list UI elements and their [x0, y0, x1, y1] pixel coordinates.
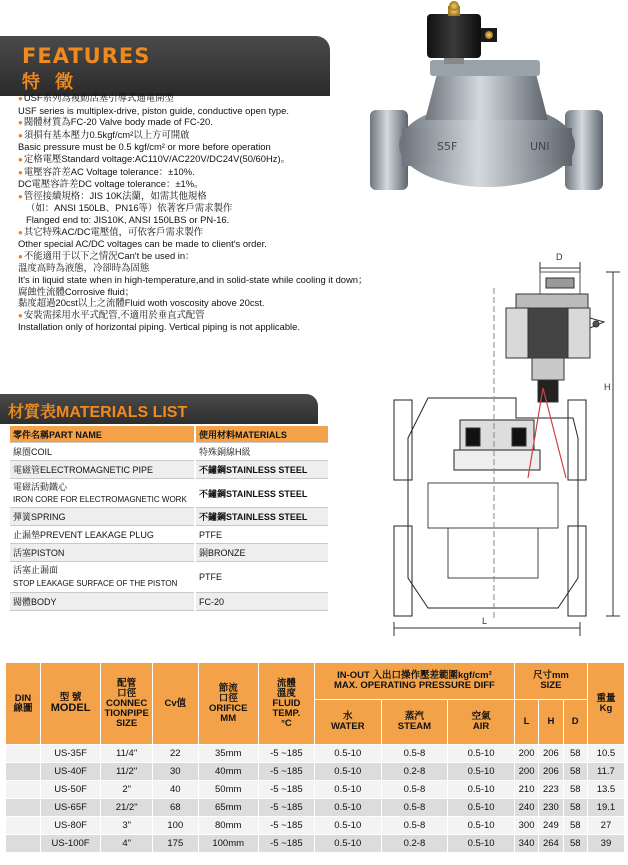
model-cell: US-80F: [40, 817, 100, 835]
model-cell: US-100F: [40, 835, 100, 853]
size-h-cell: 206: [539, 745, 563, 763]
connection-size-cell: 11/4": [101, 745, 153, 763]
model-cell: US-50F: [40, 781, 100, 799]
part-name-header: 零件名稱PART NAME: [10, 426, 195, 443]
steam-pressure-cell: 0.5-8: [381, 781, 448, 799]
cv-cell: 175: [153, 835, 198, 853]
air-pressure-cell: 0.5-10: [448, 745, 515, 763]
air-header: 空氣 AIR: [448, 700, 515, 745]
air-pressure-cell: 0.5-10: [448, 781, 515, 799]
feature-line: ● 須損有基本壓力0.5kgf/cm²以上方可開啟: [18, 129, 438, 142]
feature-line: ● 安裝需採用水平式配管,不適用於垂直式配管: [18, 309, 438, 322]
orifice-cell: 80mm: [198, 817, 258, 835]
air-pressure-cell: 0.5-10: [448, 835, 515, 853]
spec-row: [6, 745, 625, 763]
feature-line: Other special AC/DC voltages can be made to client's order.: [18, 238, 267, 250]
water-pressure-cell: 0.5-10: [314, 763, 381, 781]
steam-header: 蒸汽 STEAM: [381, 700, 448, 745]
size-h-header: H: [539, 700, 563, 745]
connection-size-cell: 11/2": [101, 763, 153, 781]
size-d-header: D: [563, 700, 587, 745]
cv-cell: 22: [153, 745, 198, 763]
size-d-cell: 58: [563, 745, 587, 763]
din-header: DIN 線圖: [6, 663, 41, 745]
size-d-cell: 58: [563, 763, 587, 781]
spec-row: [6, 781, 625, 799]
materials-table: [10, 426, 328, 611]
part-name-zh: 電磁活動鐵心: [13, 481, 68, 492]
temperature-cell: -5 ~185: [258, 799, 314, 817]
size-d-cell: 58: [563, 835, 587, 853]
feature-line: 溫度高時為液態，冷卻時為固態: [18, 262, 150, 274]
din-cell: [6, 835, 41, 853]
din-cell: [6, 799, 41, 817]
cv-cell: 30: [153, 763, 198, 781]
air-pressure-cell: 0.5-10: [448, 817, 515, 835]
material-name: PTFE: [195, 562, 328, 593]
water-pressure-cell: 0.5-10: [314, 799, 381, 817]
temperature-cell: -5 ~185: [258, 781, 314, 799]
material-row: [10, 562, 328, 593]
din-cell: [6, 781, 41, 799]
size-h-cell: 223: [539, 781, 563, 799]
temperature-cell: -5 ~185: [258, 763, 314, 781]
features-title-zh: 特 徵: [22, 72, 79, 92]
model-header: 型 號 MODEL: [40, 663, 100, 745]
part-name: [10, 562, 195, 593]
material-row: [10, 443, 328, 461]
cv-cell: 40: [153, 781, 198, 799]
spec-row: [6, 817, 625, 835]
feature-line: ● 電壓容許差AC Voltage tolerance：±10%.: [18, 166, 438, 179]
materials-header: 使用材料MATERIALS: [195, 426, 328, 443]
orifice-cell: 100mm: [198, 835, 258, 853]
material-row: [10, 461, 328, 479]
steam-pressure-cell: 0.2-8: [381, 835, 448, 853]
size-l-cell: 210: [514, 781, 538, 799]
material-name: 銅BRONZE: [195, 544, 328, 562]
material-name: 不鏽鋼STAINLESS STEEL: [195, 508, 328, 526]
part-name: 活塞PISTON: [10, 544, 195, 562]
orifice-cell: 35mm: [198, 745, 258, 763]
part-name: 止漏墊PREVENT LEAKAGE PLUG: [10, 526, 195, 544]
fluid-temp-header: 流體 溫度 FLUID TEMP. °C: [258, 663, 314, 745]
steam-pressure-cell: 0.5-8: [381, 817, 448, 835]
part-name: 閥體BODY: [10, 593, 195, 611]
size-l-cell: 200: [514, 763, 538, 781]
connection-size-header: 配管 口徑 CONNEC TIONPIPE SIZE: [101, 663, 153, 745]
materials-header-row: [10, 426, 328, 443]
size-h-cell: 249: [539, 817, 563, 835]
dimension-h-label: H: [604, 382, 611, 392]
water-pressure-cell: 0.5-10: [314, 745, 381, 763]
material-row: [10, 526, 328, 544]
water-pressure-cell: 0.5-10: [314, 817, 381, 835]
orifice-cell: 40mm: [198, 763, 258, 781]
orifice-cell: 50mm: [198, 781, 258, 799]
air-pressure-cell: 0.5-10: [448, 799, 515, 817]
size-l-cell: 240: [514, 799, 538, 817]
feature-line: （如：ANSI 150LB、PN16等）依著客戶需求製作: [26, 202, 233, 214]
weight-cell: 11.7: [587, 763, 624, 781]
valve-marking-right: UNI: [530, 140, 550, 153]
feature-line: ● 閥體材質為FC-20 Valve body made of FC-20.: [18, 116, 438, 129]
water-pressure-cell: 0.5-10: [314, 835, 381, 853]
din-cell: [6, 763, 41, 781]
weight-cell: 19.1: [587, 799, 624, 817]
water-header: 水 WATER: [314, 700, 381, 745]
connection-size-cell: 4": [101, 835, 153, 853]
part-name-en: IRON CORE FOR ELECTROMAGNETIC WORK: [13, 494, 187, 504]
part-name: 彈簧SPRING: [10, 508, 195, 526]
material-row: [10, 544, 328, 562]
part-name: 電磁管ELECTROMAGNETIC PIPE: [10, 461, 195, 479]
size-l-cell: 340: [514, 835, 538, 853]
valve-marking-left: S5F: [437, 140, 458, 153]
size-d-cell: 58: [563, 799, 587, 817]
spec-row: [6, 763, 625, 781]
material-row: [10, 479, 328, 508]
connection-size-cell: 3": [101, 817, 153, 835]
model-cell: US-35F: [40, 745, 100, 763]
cv-header: Cv值: [153, 663, 198, 745]
spec-row: [6, 799, 625, 817]
din-cell: [6, 817, 41, 835]
feature-line: DC電壓容許差DC voltage tolerance：±1%。: [18, 178, 204, 190]
feature-line: ● 管徑接續規格：JIS 10K法蘭，如需其他規格: [18, 190, 438, 203]
connection-size-cell: 2": [101, 781, 153, 799]
feature-line: 黏度超過20cst以上之流體Fluid woth voscosity above 20cst.: [18, 297, 265, 309]
size-h-cell: 206: [539, 763, 563, 781]
size-l-cell: 300: [514, 817, 538, 835]
weight-cell: 13.5: [587, 781, 624, 799]
part-name-en: STOP LEAKAGE SURFACE OF THE PISTON: [13, 579, 178, 588]
cv-cell: 100: [153, 817, 198, 835]
feature-line: It's in liquid state when in high-temperature,and in solid-state while cooling it down；: [18, 273, 368, 285]
steam-pressure-cell: 0.2-8: [381, 763, 448, 781]
weight-cell: 10.5: [587, 745, 624, 763]
cv-cell: 68: [153, 799, 198, 817]
size-l-cell: 200: [514, 745, 538, 763]
feature-line: 腐蝕性流體Corrosive fluid；: [18, 285, 135, 297]
connection-size-cell: 21/2": [101, 799, 153, 817]
dimension-l-label: L: [482, 616, 488, 626]
materials-title: 材質表MATERIALS LIST: [8, 404, 188, 421]
material-row: [10, 508, 328, 526]
specification-table: [5, 662, 625, 853]
size-h-cell: 230: [539, 799, 563, 817]
feature-line: ● 定格電壓Standard voltage:AC110V/AC220V/DC24V(50/60Hz)。: [18, 153, 438, 166]
features-title: FEATURES: [22, 44, 151, 68]
part-name: 線圈COIL: [10, 443, 195, 461]
feature-line: Flanged end to: JIS10K, ANSI 150LBS or PN-16.: [26, 213, 230, 225]
feature-line: ● 其它特殊AC/DC電壓值，可依客戶需求製作: [18, 226, 438, 239]
material-name: 不鏽鋼STAINLESS STEEL: [195, 461, 328, 479]
pressure-header: IN-OUT 入出口操作壓差範圍kgf/cm² MAX. OPERATING PRESSURE DIFF: [314, 663, 514, 700]
valve-cross-section-drawing: [368, 248, 626, 643]
feature-line: ● USF系列為複動活塞引導式通電開型: [18, 92, 438, 105]
part-name-zh: 活塞止漏面: [13, 565, 59, 575]
orifice-header: 節流 口徑 ORIFICE MM: [198, 663, 258, 745]
spec-row: [6, 835, 625, 853]
model-cell: US-65F: [40, 799, 100, 817]
orifice-cell: 65mm: [198, 799, 258, 817]
air-pressure-cell: 0.5-10: [448, 763, 515, 781]
spec-body: [6, 745, 625, 853]
steam-pressure-cell: 0.5-8: [381, 745, 448, 763]
material-name: 不鏽鋼STAINLESS STEEL: [195, 479, 328, 508]
material-name: 特殊銅線H級: [195, 443, 328, 461]
temperature-cell: -5 ~185: [258, 745, 314, 763]
weight-cell: 27: [587, 817, 624, 835]
material-name: FC-20: [195, 593, 328, 611]
size-header: 尺寸mm SIZE: [514, 663, 587, 700]
feature-line: Basic pressure must be 0.5 kgf/cm² or more before operation: [18, 141, 271, 153]
size-d-cell: 58: [563, 817, 587, 835]
dimension-d-label: D: [556, 252, 563, 262]
size-d-cell: 58: [563, 781, 587, 799]
weight-cell: 39: [587, 835, 624, 853]
temperature-cell: -5 ~185: [258, 817, 314, 835]
part-name: [10, 479, 195, 508]
temperature-cell: -5 ~185: [258, 835, 314, 853]
material-row: [10, 593, 328, 611]
weight-header: 重量 Kg: [587, 663, 624, 745]
model-cell: US-40F: [40, 763, 100, 781]
spec-header-row-1: [6, 663, 625, 700]
material-name: PTFE: [195, 526, 328, 544]
feature-line: Installation only of horizontal piping. Vertical piping is not applicable.: [18, 321, 300, 333]
feature-line: ● 不能適用于以下之情況Can't be used in：: [18, 250, 438, 263]
din-cell: [6, 745, 41, 763]
size-l-header: L: [514, 700, 538, 745]
water-pressure-cell: 0.5-10: [314, 781, 381, 799]
size-h-cell: 264: [539, 835, 563, 853]
steam-pressure-cell: 0.5-8: [381, 799, 448, 817]
feature-line: USF series is multiplex-drive, piston guide, conductive open type.: [18, 104, 289, 116]
